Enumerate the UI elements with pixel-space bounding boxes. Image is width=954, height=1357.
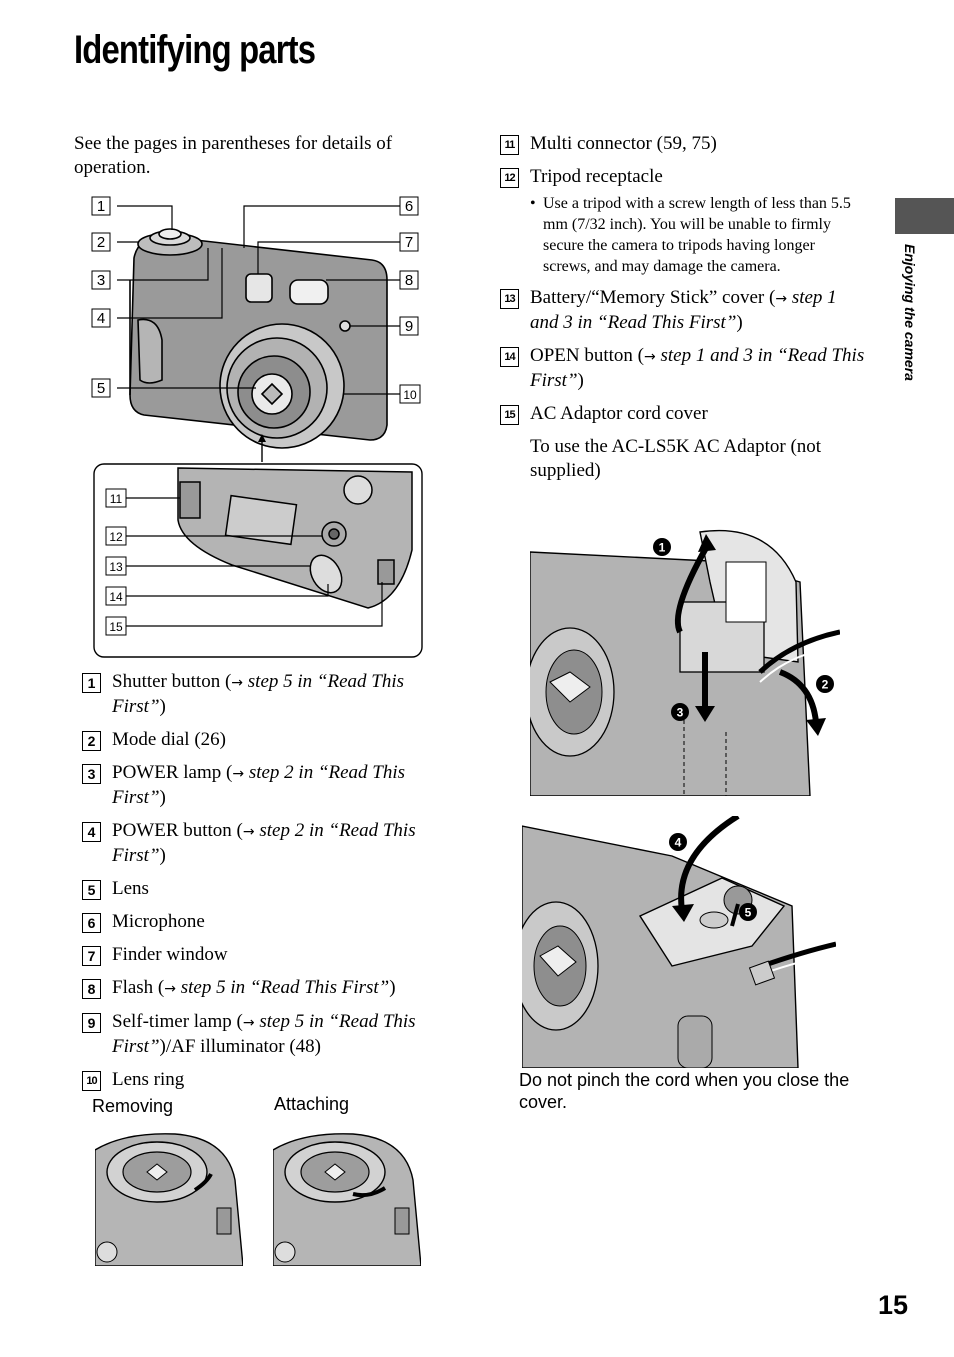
part-number-badge: 11 (500, 135, 519, 155)
part-description: Lens ring (112, 1069, 185, 1090)
diagram-label-13 (106, 557, 126, 575)
part-description: Finder window (112, 944, 228, 965)
svg-text:5: 5 (96, 380, 106, 397)
diagram-label-8 (400, 271, 418, 289)
part-item-3 (82, 761, 447, 810)
part-number-badge: 1 (82, 673, 101, 693)
page-reference: step 1 and 3 in “Read This First” (530, 345, 865, 391)
svg-text:2: 2 (821, 677, 829, 692)
page-title: Identifying parts (74, 28, 316, 72)
section-tab (895, 198, 954, 234)
part-description: Multi connector (59, 75) (530, 133, 717, 154)
svg-text:8: 8 (404, 272, 414, 289)
svg-text:14: 14 (109, 590, 123, 604)
part-item-13 (500, 286, 865, 335)
part-number-badge: 4 (82, 822, 101, 842)
part-description: POWER lamp (→ step 2 in “Read This First”) (112, 762, 406, 808)
part-item-2 (82, 728, 447, 752)
arrow-icon: → (231, 675, 244, 691)
part-item-5 (82, 877, 447, 901)
diagram-label-14 (106, 587, 126, 605)
page-reference: step 5 in “Read This First” (180, 977, 390, 998)
arrow-icon: → (232, 766, 245, 782)
page-reference: step 2 in “Read This First” (112, 820, 416, 866)
part-description: Battery/“Memory Stick” cover (→ step 1 and 3 in “Read This First”) (530, 287, 837, 333)
page-reference: step 5 in “Read This First” (112, 671, 404, 717)
step-marker-2 (816, 675, 834, 693)
part-number-badge: 8 (82, 979, 101, 999)
part-item-11 (500, 132, 865, 156)
part-number-badge: 9 (82, 1013, 101, 1033)
cord-caption: Do not pinch the cord when you close the cover. (519, 1070, 850, 1112)
arrow-icon: → (775, 291, 788, 307)
part-item-7 (82, 943, 447, 967)
cord-cover-close-illustration (522, 816, 836, 1068)
part-description: Lens (112, 878, 149, 899)
diagram-label-3 (92, 271, 110, 289)
part-description: Mode dial (26) (112, 729, 226, 750)
diagram-label-1 (92, 197, 110, 215)
part-description: OPEN button (→ step 1 and 3 in “Read This First”) (530, 345, 865, 391)
step-marker-1 (653, 538, 671, 556)
camera-bottom-view (178, 468, 412, 608)
svg-text:7: 7 (404, 234, 414, 251)
diagram-label-4 (92, 309, 110, 327)
intro-text: See the pages in parentheses for details of operation. (74, 133, 393, 178)
svg-text:2: 2 (96, 234, 106, 251)
page-number: 15 (878, 1290, 909, 1320)
part-item-1 (82, 670, 447, 719)
parts-list-right (500, 132, 865, 492)
part-description: Shutter button (→ step 5 in “Read This First”) (112, 671, 404, 717)
page-reference: step 5 in “Read This First” (112, 1011, 416, 1057)
removing-caption: Removing (92, 1096, 174, 1116)
svg-text:1: 1 (96, 198, 106, 215)
part-number-badge: 5 (82, 880, 101, 900)
diagram-label-15 (106, 617, 126, 635)
camera-parts-diagram (82, 190, 432, 660)
lens-ring-attaching-illustration (273, 1130, 421, 1266)
svg-text:6: 6 (404, 198, 414, 215)
diagram-label-9 (400, 317, 418, 335)
part-item-9 (82, 1010, 447, 1059)
part-item-14 (500, 344, 865, 393)
part-number-badge: 14 (500, 347, 519, 367)
svg-text:9: 9 (404, 318, 414, 335)
part-description: Microphone (112, 911, 205, 932)
diagram-label-11 (106, 489, 126, 507)
svg-text:3: 3 (676, 705, 684, 720)
arrow-icon: → (164, 981, 176, 997)
part-description: POWER button (→ step 2 in “Read This First”) (112, 820, 416, 866)
diagram-label-7 (400, 233, 418, 251)
part-number-badge: 3 (82, 764, 101, 784)
svg-text:10: 10 (403, 388, 417, 402)
step-marker-5 (739, 903, 757, 921)
part-item-10 (82, 1068, 447, 1092)
svg-text:3: 3 (96, 272, 106, 289)
tripod-note: • Use a tripod with a screw length of less than 5.5 mm (7/32 inch). You will be unable to firmly secure the camera to tripods having longer screws, and may damage the camera. (530, 193, 865, 277)
svg-text:13: 13 (109, 560, 123, 574)
svg-text:12: 12 (109, 530, 123, 544)
battery-cover-open-illustration (530, 522, 840, 796)
arrow-icon: → (242, 824, 255, 840)
ac-adaptor-note: To use the AC-LS5K AC Adaptor (not supplied) (530, 436, 822, 481)
diagram-label-2 (92, 233, 110, 251)
part-item-8 (82, 976, 447, 1001)
part-number-badge: 15 (500, 405, 519, 425)
part-number-badge: 6 (82, 913, 101, 933)
svg-text:4: 4 (96, 310, 106, 327)
part-item-12 (500, 165, 865, 277)
part-number-badge: 7 (82, 946, 101, 966)
part-description: Self-timer lamp (→ step 5 in “Read This First”)/AF illuminator (48) (112, 1011, 416, 1057)
lens-ring-removing-illustration (95, 1130, 243, 1266)
part-item-6 (82, 910, 447, 934)
arrow-icon: → (242, 1015, 255, 1031)
svg-text:15: 15 (109, 620, 123, 634)
attaching-caption: Attaching (274, 1094, 350, 1114)
diagram-label-5 (92, 379, 110, 397)
part-item-4 (82, 819, 447, 868)
page-reference: step 2 in “Read This First” (112, 762, 406, 808)
diagram-label-10 (400, 385, 420, 403)
section-label: Enjoying the camera (902, 244, 918, 381)
parts-list-left (82, 670, 447, 1101)
diagram-label-12 (106, 527, 126, 545)
step-marker-4 (669, 833, 687, 851)
part-number-badge: 13 (500, 289, 519, 309)
part-number-badge: 12 (500, 168, 519, 188)
part-item-15 (500, 402, 865, 483)
svg-text:11: 11 (109, 492, 123, 506)
svg-text:1: 1 (658, 540, 666, 555)
diagram-label-6 (400, 197, 418, 215)
part-number-badge: 2 (82, 731, 101, 751)
part-description: Flash (→ step 5 in “Read This First”) (112, 977, 396, 998)
page-reference: step 1 and 3 in “Read This First” (530, 287, 837, 333)
svg-text:5: 5 (744, 905, 752, 920)
svg-text:4: 4 (674, 835, 682, 850)
arrow-icon: → (644, 349, 656, 365)
part-description: AC Adaptor cord cover (530, 403, 708, 424)
step-marker-3 (671, 703, 689, 721)
part-number-badge: 10 (82, 1071, 101, 1091)
part-description: Tripod receptacle (530, 166, 663, 187)
